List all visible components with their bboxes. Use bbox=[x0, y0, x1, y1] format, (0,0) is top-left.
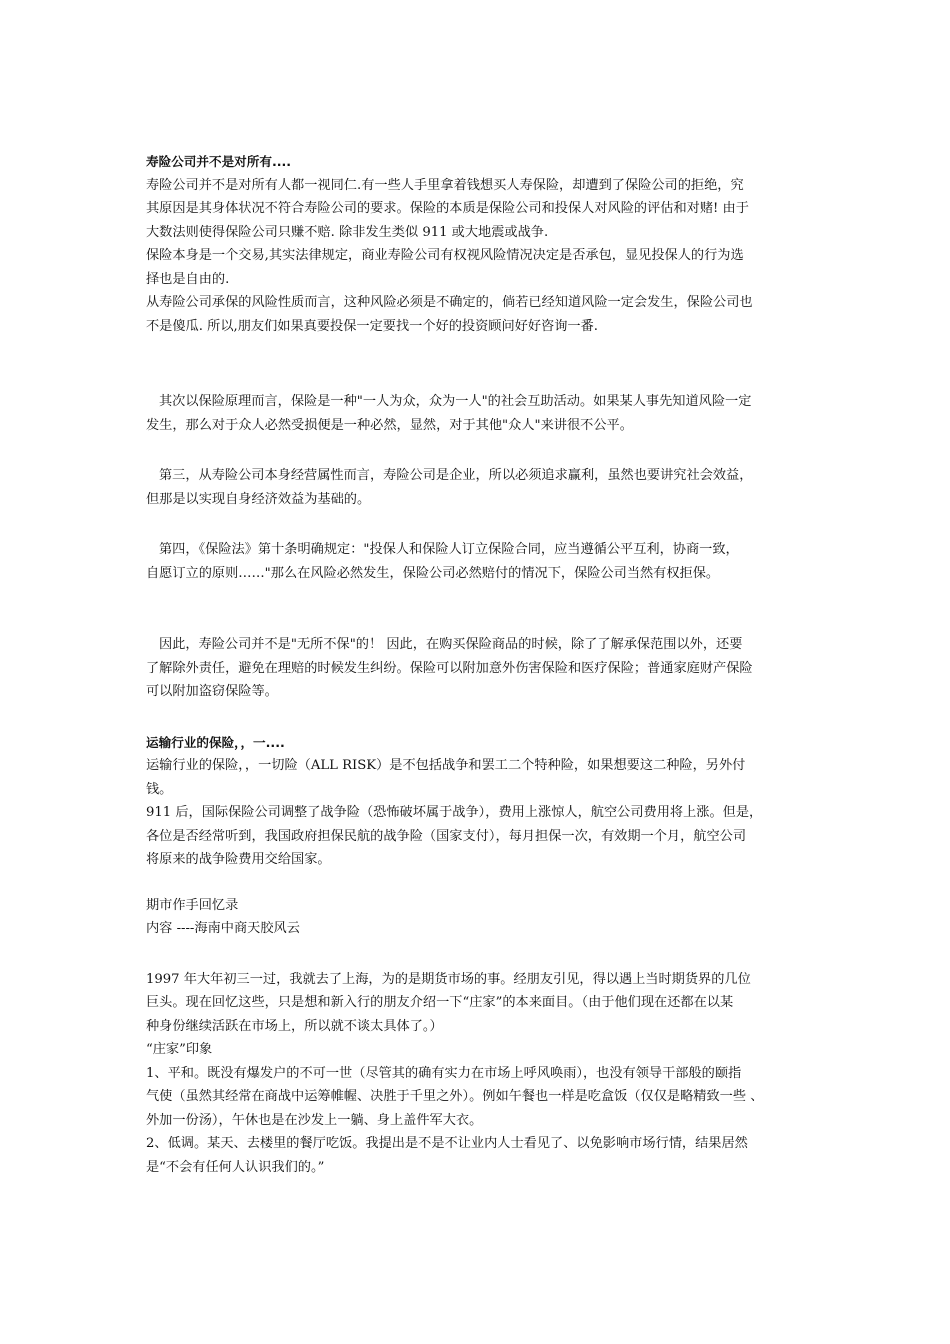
text-line: 将原来的战争险费用交给国家。 bbox=[146, 852, 331, 867]
text-line: 其原因是其身体状况不符合寿险公司的要求。保险的本质是保险公司和投保人对风险的评估和对赌! 由于 bbox=[146, 201, 749, 216]
text-line: 第三，从寿险公司本身经营属性而言，寿险公司是企业，所以必须追求赢利，虽然也要讲究社会效益， bbox=[159, 468, 753, 483]
text-line: 其次以保险原理而言，保险是一种"一人为众，众为一人"的社会互助活动。如果某人事先知道风险一定 bbox=[159, 394, 752, 409]
paragraph-business-nature bbox=[146, 464, 810, 511]
spacer bbox=[146, 437, 810, 464]
text-line: 运输行业的保险，，一切险（ALL RISK）是不包括战争和罢工二个特种险，如果想要这二种险，另外付 bbox=[146, 758, 746, 773]
paragraph-point-1 bbox=[146, 1062, 810, 1133]
text-line: 1、平和。既没有爆发户的不可一世（尽管其的确有实力在市场上呼风唤雨），也没有领导干部般的颐指 bbox=[146, 1065, 742, 1081]
text-line: 自愿订立的原则……"那么在风险必然发生，保险公司必然赔付的情况下，保险公司当然有权拒保。 bbox=[146, 565, 720, 581]
paragraph-all-risk bbox=[146, 754, 810, 801]
section-heading-life-insurance: 寿险公司并不是对所有.... bbox=[146, 154, 292, 169]
paragraph-life-insurance-intro bbox=[146, 174, 810, 245]
text-line: 不是傻瓜. 所以,朋友们如果真要投保一定要找一个好的投资顾问好好咨询一番. bbox=[146, 318, 598, 334]
text-line: 寿险公司并不是对所有人都一视同仁.有一些人手里拿着钱想买人寿保险，却遭到了保险公司的拒绝，究 bbox=[146, 177, 744, 193]
document-page bbox=[146, 150, 810, 1179]
section-subtitle-memoir: 内容 ----海南中商天胶风云 bbox=[146, 921, 300, 936]
text-line: 从寿险公司承保的风险性质而言，这种风险必须是不确定的，倘若已经知道风险一定会发生，保险公司也 bbox=[146, 295, 753, 310]
spacer bbox=[146, 872, 810, 894]
text-line: 是“不会有任何人认识我们的。” bbox=[146, 1159, 325, 1175]
text-line: 因此，寿险公司并不是"无所不保"的！ 因此，在购买保险商品的时候，除了了解承保范围以外，还要 bbox=[159, 637, 743, 652]
text-line: 可以附加盗窃保险等。 bbox=[146, 684, 278, 699]
paragraph-insurance-law bbox=[146, 538, 810, 585]
paragraph-risk-nature bbox=[146, 291, 810, 338]
text-line: 但那是以实现自身经济效益为基础的。 bbox=[146, 491, 371, 507]
section-heading-transport-insurance: 运输行业的保险，，一.... bbox=[146, 734, 285, 750]
paragraph-insurance-transaction bbox=[146, 244, 810, 291]
subheading-impression: “庄家”印象 bbox=[146, 1042, 213, 1057]
text-line: 择也是自由的. bbox=[146, 271, 230, 287]
text-line: 种身份继续活跃在市场上，所以就不谈太具体了。） bbox=[146, 1018, 443, 1034]
paragraph-point-2 bbox=[146, 1132, 810, 1179]
text-line: 保险本身是一个交易,其实法律规定，商业寿险公司有权视风险情况决定是否承包，显见投保人的行为选 bbox=[146, 248, 744, 263]
text-line: 2、低调。某天、去楼里的餐厅吃饭。我提出是不是不让业内人士看见了、以免影响市场行情，结果居然 bbox=[146, 1136, 748, 1151]
text-line: 大数法则使得保险公司只赚不赔. 除非发生类似 911 或大地震或战争. bbox=[146, 224, 549, 240]
spacer bbox=[146, 338, 810, 390]
text-line: 钱。 bbox=[146, 781, 173, 797]
section-title-memoir: 期市作手回忆录 bbox=[146, 897, 239, 913]
spacer bbox=[146, 511, 810, 538]
text-line: 发生，那么对于众人必然受损便是一种必然，显然，对于其他"众人"来讲很不公平。 bbox=[146, 417, 633, 433]
text-line: 911 后，国际保险公司调整了战争险（恐怖破坏属于战争），费用上涨惊人，航空公司费用将上涨。但是， bbox=[146, 805, 763, 820]
text-line: 第四，《保险法》第十条明确规定："投保人和保险人订立保险合同，应当遵循公平互利，协商一致， bbox=[159, 542, 739, 557]
spacer bbox=[146, 704, 810, 731]
paragraph-war-risk bbox=[146, 801, 810, 872]
text-line: 了解除外责任，避免在理赔的时候发生纠纷。保险可以附加意外伤害保险和医疗保险；普通家庭财产保险 bbox=[146, 660, 753, 676]
text-line: 1997 年大年初三一过，我就去了上海，为的是期货市场的事。经朋友引见，得以遇上当时期货界的几位 bbox=[146, 971, 751, 987]
text-line: 气使（虽然其经常在商战中运筹帷幄、决胜于千里之外）。例如午餐也一样是吃盒饭（仅仅是略精致一些 、 bbox=[146, 1089, 764, 1104]
paragraph-insurance-principle bbox=[146, 390, 810, 437]
text-line: 外加一份汤），午休也是在沙发上一躺、身上盖件军大衣。 bbox=[146, 1112, 483, 1128]
text-line: 巨头。现在回忆这些，只是想和新入行的朋友介绍一下“庄家”的本来面目。（由于他们现在还都在以某 bbox=[146, 995, 734, 1010]
spacer bbox=[146, 585, 810, 633]
paragraph-shanghai-trip bbox=[146, 968, 810, 1039]
paragraph-conclusion bbox=[146, 633, 810, 704]
text-line: 各位是否经常听到，我国政府担保民航的战争险（国家支付），每月担保一次，有效期一个月，航空公司 bbox=[146, 828, 747, 844]
spacer bbox=[146, 941, 810, 968]
